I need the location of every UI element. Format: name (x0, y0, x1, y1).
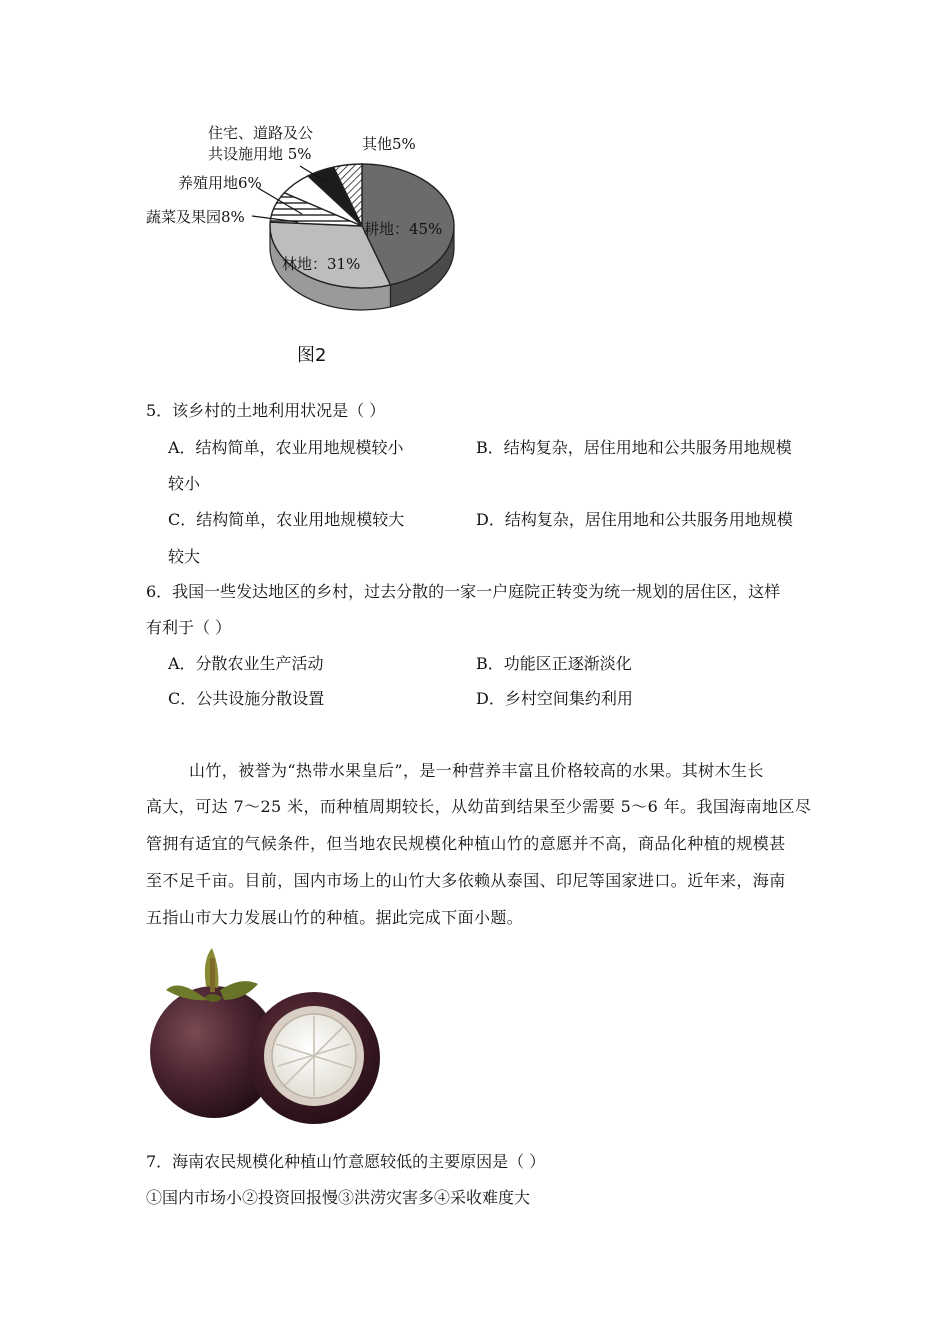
slice-label-other: 其他5% (362, 135, 416, 153)
passage-line-2: 高大，可达 7～25 米，而种植周期较长，从幼苗到结果至少需要 5～6 年。我国海南地区尽 (146, 797, 812, 816)
question-5-option-c-wrap: 较大 (168, 547, 201, 566)
mangosteen-photo (146, 940, 382, 1130)
question-6-stem-line1: 6．我国一些发达地区的乡村，过去分散的一家一户庭院正转变为统一规划的居住区，这样 (146, 582, 781, 601)
figure-caption: 图2 (297, 345, 327, 366)
question-5-option-b: B．结构复杂，居住用地和公共服务用地规模 (476, 438, 792, 457)
question-5-option-c: C．结构简单，农业用地规模较大 (168, 510, 405, 529)
question-6-stem-line2: 有利于（ ） (146, 618, 232, 637)
slice-label-aquaculture: 养殖用地6% (178, 174, 262, 192)
slice-label-residential-line1: 住宅、道路及公 (208, 124, 314, 142)
slice-label-vegetables-orchard: 蔬菜及果园8% (146, 208, 245, 226)
passage-line-1: 山竹，被誉为“热带水果皇后”，是一种营养丰富且价格较高的水果。其树木生长 (189, 761, 764, 780)
slice-label-cropland: 耕地：45% (364, 220, 443, 238)
question-6-option-b: B．功能区正逐渐淡化 (476, 654, 632, 673)
question-5-stem: 5．该乡村的土地利用状况是（ ） (146, 401, 386, 420)
question-5-option-d: D．结构复杂，居住用地和公共服务用地规模 (476, 510, 793, 529)
land-use-pie-chart (140, 118, 470, 328)
cut-mangosteen-flesh (272, 1014, 356, 1098)
question-7-stem: 7．海南农民规模化种植山竹意愿较低的主要原因是（ ） (146, 1152, 546, 1171)
question-6-option-a: A．分散农业生产活动 (168, 654, 324, 673)
question-5-option-a: A．结构简单，农业用地规模较小 (168, 438, 404, 457)
question-6-option-d: D．乡村空间集约利用 (476, 689, 633, 708)
question-5-option-a-wrap: 较小 (168, 474, 201, 493)
passage-line-4: 至不足千亩。目前，国内市场上的山竹大多依赖从泰国、印尼等国家进口。近年来，海南 (146, 871, 786, 890)
question-6-option-c: C．公共设施分散设置 (168, 689, 325, 708)
passage-line-5: 五指山市大力发展山竹的种植。据此完成下面小题。 (146, 908, 524, 927)
slice-label-residential-line2: 共设施用地 5% (208, 145, 312, 163)
passage-line-3: 管拥有适宜的气候条件，但当地农民规模化种植山竹的意愿并不高，商品化种植的规模甚 (146, 834, 786, 853)
slice-label-forest: 林地：31% (282, 255, 361, 273)
question-7-options: ①国内市场小②投资回报慢③洪涝灾害多④采收难度大 (146, 1188, 531, 1207)
